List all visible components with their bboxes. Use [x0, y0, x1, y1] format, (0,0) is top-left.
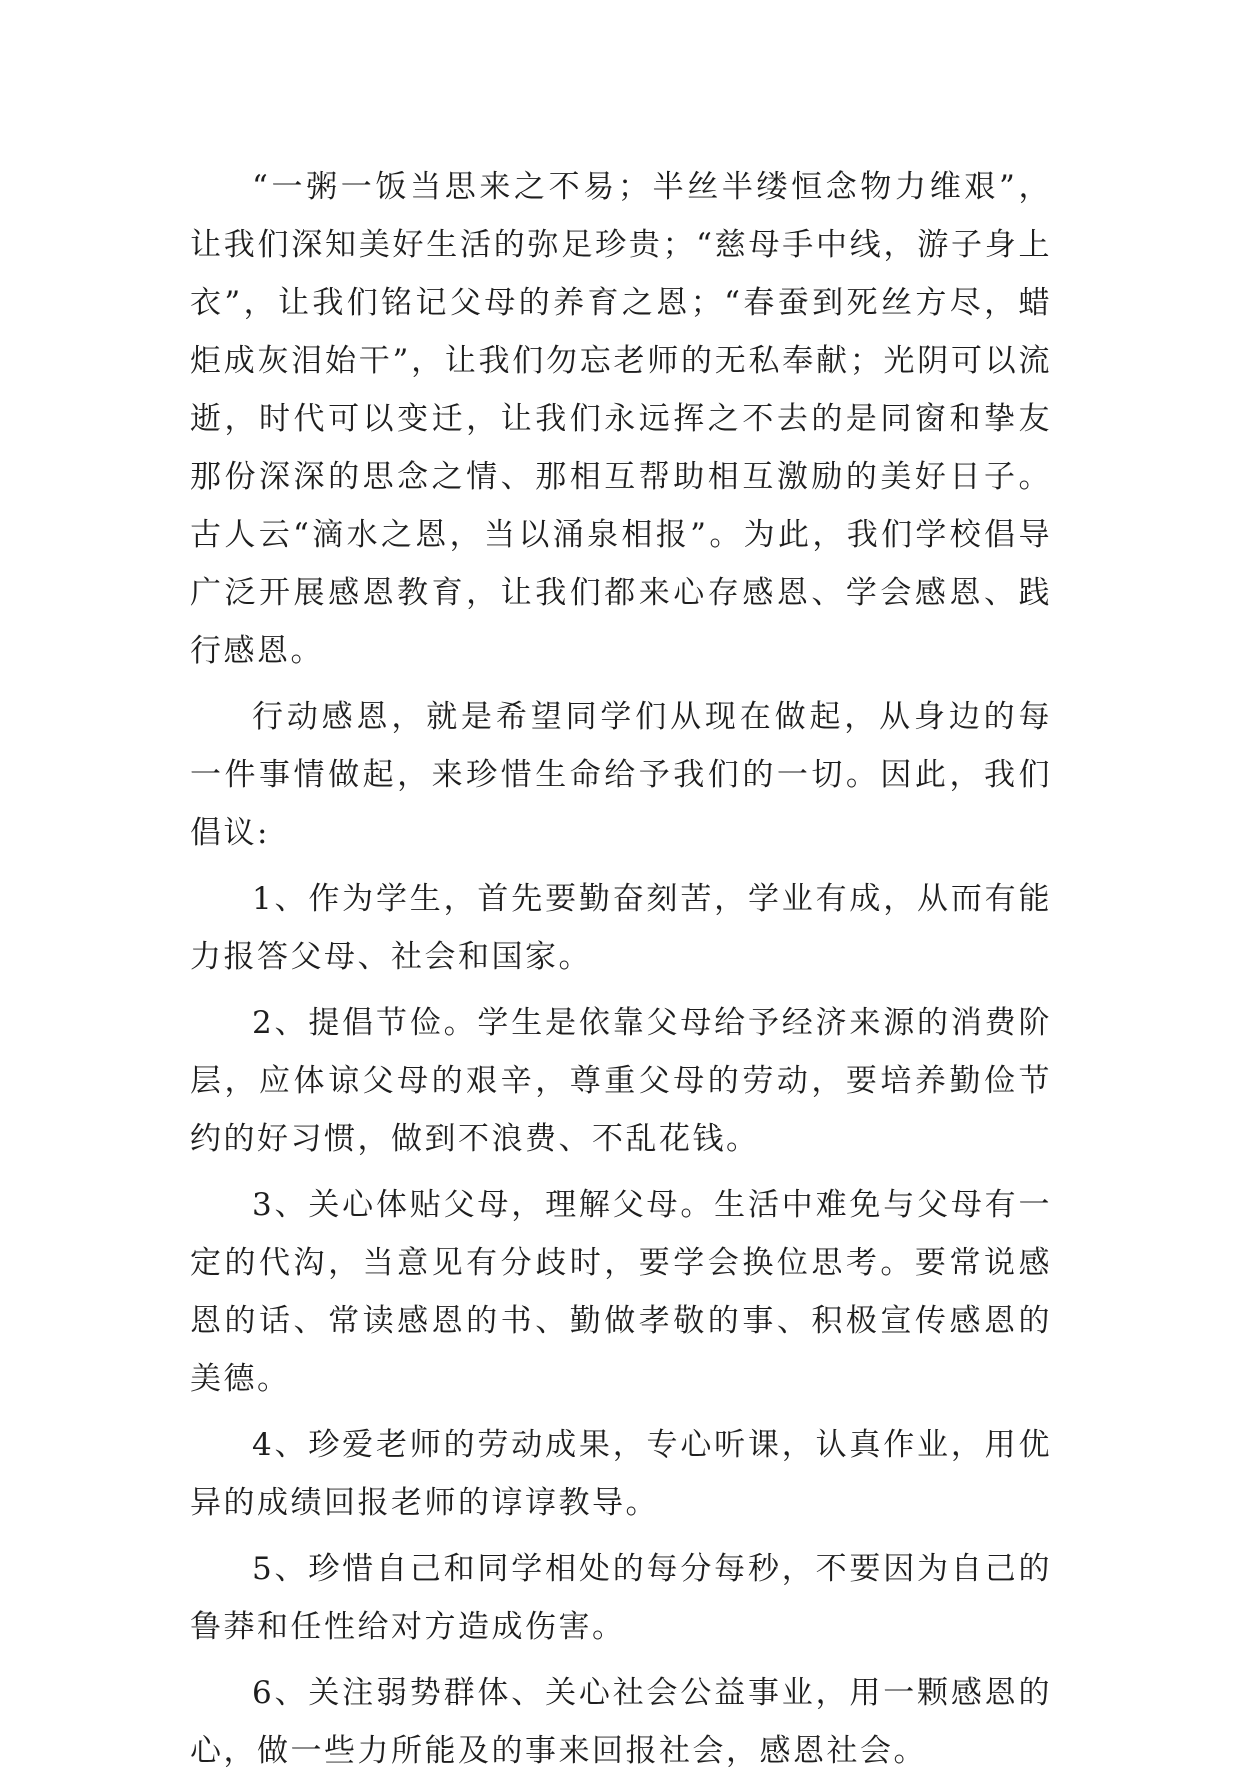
- proposal-item-6: 6、关注弱势群体、关心社会公益事业，用一颗感恩的心，做一些力所能及的事来回报社会，感恩社会。: [190, 1675, 1052, 1769]
- document-body: [190, 158, 1052, 1780]
- proposal-item-1: 1、作为学生，首先要勤奋刻苦，学业有成，从而有能力报答父母、社会和国家。: [190, 881, 1052, 975]
- paragraph-intro: “一粥一饭当思来之不易；半丝半缕恒念物力维艰”，让我们深知美好生活的弥足珍贵；“慈母手中线，游子身上衣”，让我们铭记父母的养育之恩；“春蚕到死丝方尽，蜡炬成灰泪始干”，让我们勿忘老师的无私奉献；光阴可以流逝，时代可以变迁，让我们永远挥之不去的是同窗和挚友那份深深的思念之情、那相互帮助相互激励的美好日子。古人云“滴水之恩，当以涌泉相报”。为此，我们学校倡导广泛开展感恩教育，让我们都来心存感恩、学会感恩、践行感恩。: [190, 169, 1052, 669]
- proposal-item-3: 3、关心体贴父母，理解父母。生活中难免与父母有一定的代沟，当意见有分歧时，要学会换位思考。要常说感恩的话、常读感恩的书、勤做孝敬的事、积极宣传感恩的美德。: [190, 1187, 1052, 1397]
- proposal-item-2: 2、提倡节俭。学生是依靠父母给予经济来源的消费阶层，应体谅父母的艰辛，尊重父母的劳动，要培养勤俭节约的好习惯，做到不浪费、不乱花钱。: [190, 1005, 1052, 1157]
- proposal-item-4: 4、珍爱老师的劳动成果，专心听课，认真作业，用优异的成绩回报老师的谆谆教导。: [190, 1427, 1052, 1521]
- proposal-item-5: 5、珍惜自己和同学相处的每分每秒，不要因为自己的鲁莽和任性给对方造成伤害。: [190, 1551, 1052, 1645]
- paragraph-proposal-lead: 行动感恩，就是希望同学们从现在做起，从身边的每一件事情做起，来珍惜生命给予我们的一切。因此，我们倡议:: [190, 699, 1052, 851]
